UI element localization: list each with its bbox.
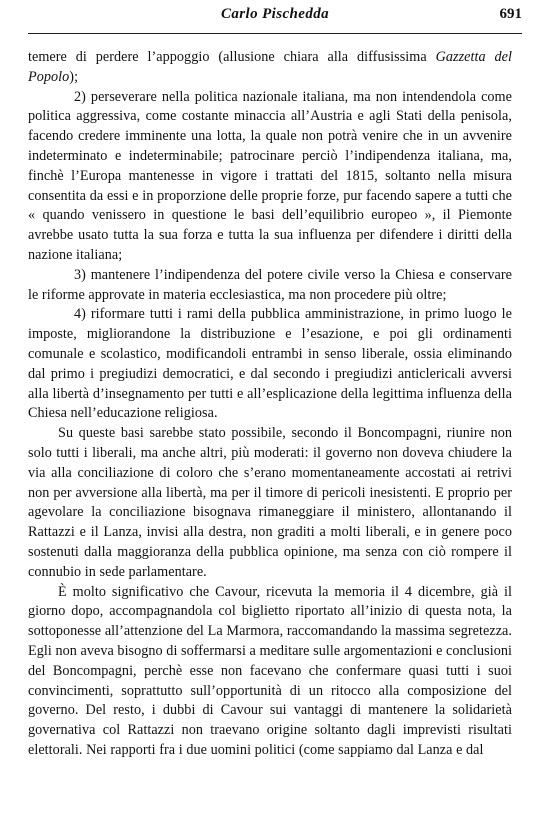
paragraph-point-4: 4) riformare tutti i rami della pubblica amministrazione, in primo luogo le imposte, migliorandone la distribuzione e l’esazione, e poi gli ordinamenti comunale e scolastico, modificandoli entrambi in senso liberale, ossia eliminando dal primo i pregiudizi democratici, e dal secondo i pregiudizi anticlericali avversi alla libertà d’insegnamento per tutti e all’esplicazione della legittima influenza della Chiesa nell’educazione religiosa. xyxy=(28,306,512,422)
paragraph-continuation-text: temere di perdere l’appoggio (allusione chiara alla diffusissima xyxy=(28,49,436,65)
paragraph-cavour: È molto significativo che Cavour, ricevuta la memoria il 4 dicembre, già il giorno dopo, accompagnandola col biglietto riportato all’inizio di questa nota, la sottoponesse all’attenzione del La Marmora, raccomandando la massima segretezza. Egli non aveva bisogno di soffermarsi a meditare sulle argomentazioni e conclusioni del Boncompagni, perchè esse non facevano che confermare quasi tutti i suoi convincimenti, soprattutto sull’opportunità di un ritocco alla composizione del governo. Del resto, i dubbi di Cavour sui vantaggi di mantenere la solidarietà governativa col Rattazzi non traevano origine soltanto dagli imprevisti risultati elettorali. Nei rapporti fra i due uomini politici (come sappiamo dal Lanza e dal xyxy=(28,583,512,758)
running-title: Carlo Pischedda xyxy=(220,6,330,22)
paragraph-point-2: 2) perseverare nella politica nazionale italiana, ma non intendendola come politica aggressiva, come costante minaccia all’Austria e agli Stati della penisola, facendo credere imminente una lotta, la quale non potrà venire che in un avvenire indeterminato e indeterminabile; patrocinare perciò l’indipendenza italiana, ma, finchè l’Europa mantenesse in vigore i trattati del 1815, soltanto nella misura consentita da essi e in proporzione delle proprie forze, pur facendo sapere a tutti che « quando venissero in questione le basi dell’equilibrio europeo », il Piemonte avrebbe usato tutta la sua forza e tutta la sua influenza per difendere i diritti della nazione italiana; xyxy=(28,88,512,263)
paragraph-boncompagni: Su queste basi sarebbe stato possibile, secondo il Boncompagni, riunire non solo tutti i liberali, ma anche altri, più moderati: il governo non doveva chiudere la via alla conciliazione di coloro che s’erano momentaneamente accostati ai retrivi non per avversione alla libertà, ma per il timore di pericoli inesistenti. E proprio per agevolare la conciliazione bisognava rimaneggiare il ministero, allontanando il Rattazzi e il Lanza, invisi alla destra, non graditi a molti liberali, e in genere poco sostenuti dalla maggioranza della pubblica opinione, ma senza con ciò rompere il connubio in sede parlamentare. xyxy=(28,425,512,580)
paragraph-continuation xyxy=(28,48,512,88)
paragraph-point-3: 3) mantenere l’indipendenza del potere civile verso la Chiesa e conservare le riforme approvate in materia ecclesiastica, ma non procedere più oltre; xyxy=(28,266,512,303)
body-text xyxy=(28,48,512,761)
newspaper-title: Gazzetta del Popolo xyxy=(28,49,512,85)
header-rule xyxy=(28,33,522,34)
page-number: 691 xyxy=(499,6,522,22)
paragraph-continuation-tail: ); xyxy=(69,68,79,85)
running-head xyxy=(28,6,522,36)
